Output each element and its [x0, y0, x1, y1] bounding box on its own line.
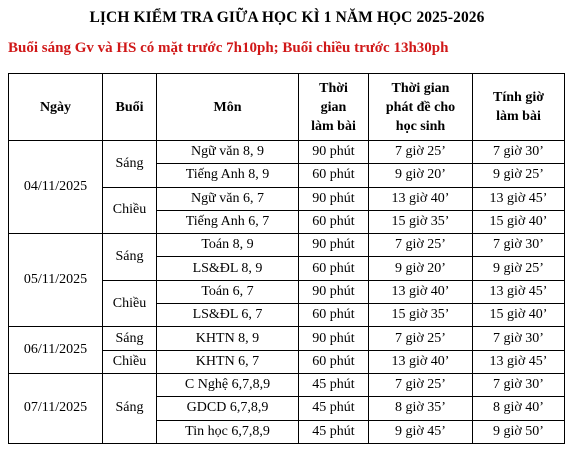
handout-time-cell: 8 giờ 35’	[369, 397, 473, 420]
start-time-cell: 9 giờ 25’	[473, 164, 565, 187]
subject-cell: Tiếng Anh 8, 9	[157, 164, 299, 187]
duration-cell: 90 phút	[299, 280, 369, 303]
table-body	[9, 141, 565, 444]
attendance-note: Buổi sáng Gv và HS có mặt trước 7h10ph; Buổi chiều trước 13h30ph	[8, 40, 449, 56]
start-time-cell: 7 giờ 30’	[473, 373, 565, 396]
handout-time-cell: 7 giờ 25’	[369, 327, 473, 350]
handout-time-cell: 7 giờ 25’	[369, 234, 473, 257]
header-subject: Môn	[157, 74, 299, 141]
header-duration	[299, 74, 369, 141]
handout-time-cell: 13 giờ 40’	[369, 280, 473, 303]
subject-cell: LS&ĐL 6, 7	[157, 304, 299, 327]
subject-cell: Tiếng Anh 6, 7	[157, 210, 299, 233]
subject-cell: Ngữ văn 8, 9	[157, 141, 299, 164]
start-time-cell: 13 giờ 45’	[473, 350, 565, 373]
table-row	[9, 327, 565, 350]
duration-cell: 90 phút	[299, 187, 369, 210]
exam-date: 06/11/2025	[9, 327, 103, 374]
start-time-cell: 9 giờ 50’	[473, 420, 565, 443]
session-name: Sáng	[103, 327, 157, 350]
header-session: Buổi	[103, 74, 157, 141]
session-name: Sáng	[103, 141, 157, 188]
start-time-cell: 7 giờ 30’	[473, 327, 565, 350]
start-time-cell: 13 giờ 45’	[473, 280, 565, 303]
subject-cell: GDCD 6,7,8,9	[157, 397, 299, 420]
exam-date: 05/11/2025	[9, 234, 103, 327]
header-date: Ngày	[9, 74, 103, 141]
header-row	[9, 74, 565, 141]
header-handout-time	[369, 74, 473, 141]
exam-date: 07/11/2025	[9, 373, 103, 443]
header-duration-line: gian	[320, 99, 347, 115]
duration-cell: 45 phút	[299, 373, 369, 396]
start-time-cell: 9 giờ 25’	[473, 257, 565, 280]
start-time-cell: 15 giờ 40’	[473, 304, 565, 327]
handout-time-cell: 13 giờ 40’	[369, 350, 473, 373]
start-time-cell: 7 giờ 30’	[473, 234, 565, 257]
handout-time-cell: 15 giờ 35’	[369, 304, 473, 327]
subject-cell: C Nghệ 6,7,8,9	[157, 373, 299, 396]
table-header	[9, 74, 565, 141]
session-name: Chiều	[103, 280, 157, 327]
session-name: Sáng	[103, 373, 157, 443]
start-time-cell: 15 giờ 40’	[473, 210, 565, 233]
subject-cell: LS&ĐL 8, 9	[157, 257, 299, 280]
duration-cell: 60 phút	[299, 257, 369, 280]
header-handout-line: phát đề cho	[385, 99, 456, 115]
header-start-time	[473, 74, 565, 141]
handout-time-cell: 9 giờ 20’	[369, 164, 473, 187]
start-time-cell: 7 giờ 30’	[473, 141, 565, 164]
handout-time-cell: 9 giờ 45’	[369, 420, 473, 443]
duration-cell: 60 phút	[299, 164, 369, 187]
page-title: LỊCH KIỂM TRA GIỮA HỌC KÌ 1 NĂM HỌC 2025-2026	[89, 9, 485, 26]
session-name: Chiều	[103, 187, 157, 234]
subject-cell: KHTN 6, 7	[157, 350, 299, 373]
table-row	[9, 234, 565, 257]
start-time-cell: 8 giờ 40’	[473, 397, 565, 420]
handout-time-cell: 7 giờ 25’	[369, 141, 473, 164]
duration-cell: 45 phút	[299, 420, 369, 443]
handout-time-cell: 9 giờ 20’	[369, 257, 473, 280]
header-start-line: làm bài	[496, 109, 541, 124]
table-row	[9, 141, 565, 164]
subject-cell: Ngữ văn 6, 7	[157, 187, 299, 210]
duration-cell: 60 phút	[299, 210, 369, 233]
subject-cell: Toán 6, 7	[157, 280, 299, 303]
duration-cell: 60 phút	[299, 350, 369, 373]
duration-cell: 90 phút	[299, 234, 369, 257]
header-handout-line: Thời gian	[391, 80, 450, 96]
header-start-line: Tính giờ	[493, 90, 544, 105]
session-name: Chiều	[103, 350, 157, 373]
exam-date: 04/11/2025	[9, 141, 103, 234]
header-duration-line: làm bài	[311, 118, 356, 134]
subject-cell: Toán 8, 9	[157, 234, 299, 257]
start-time-cell: 13 giờ 45’	[473, 187, 565, 210]
header-duration-line: Thời	[319, 80, 348, 96]
subject-cell: KHTN 8, 9	[157, 327, 299, 350]
handout-time-cell: 7 giờ 25’	[369, 373, 473, 396]
handout-time-cell: 15 giờ 35’	[369, 210, 473, 233]
exam-schedule-table	[8, 73, 565, 444]
subject-cell: Tin học 6,7,8,9	[157, 420, 299, 443]
duration-cell: 90 phút	[299, 141, 369, 164]
duration-cell: 45 phút	[299, 397, 369, 420]
table-row	[9, 373, 565, 396]
handout-time-cell: 13 giờ 40’	[369, 187, 473, 210]
header-handout-line: học sinh	[395, 118, 446, 134]
session-name: Sáng	[103, 234, 157, 281]
duration-cell: 60 phút	[299, 304, 369, 327]
duration-cell: 90 phút	[299, 327, 369, 350]
